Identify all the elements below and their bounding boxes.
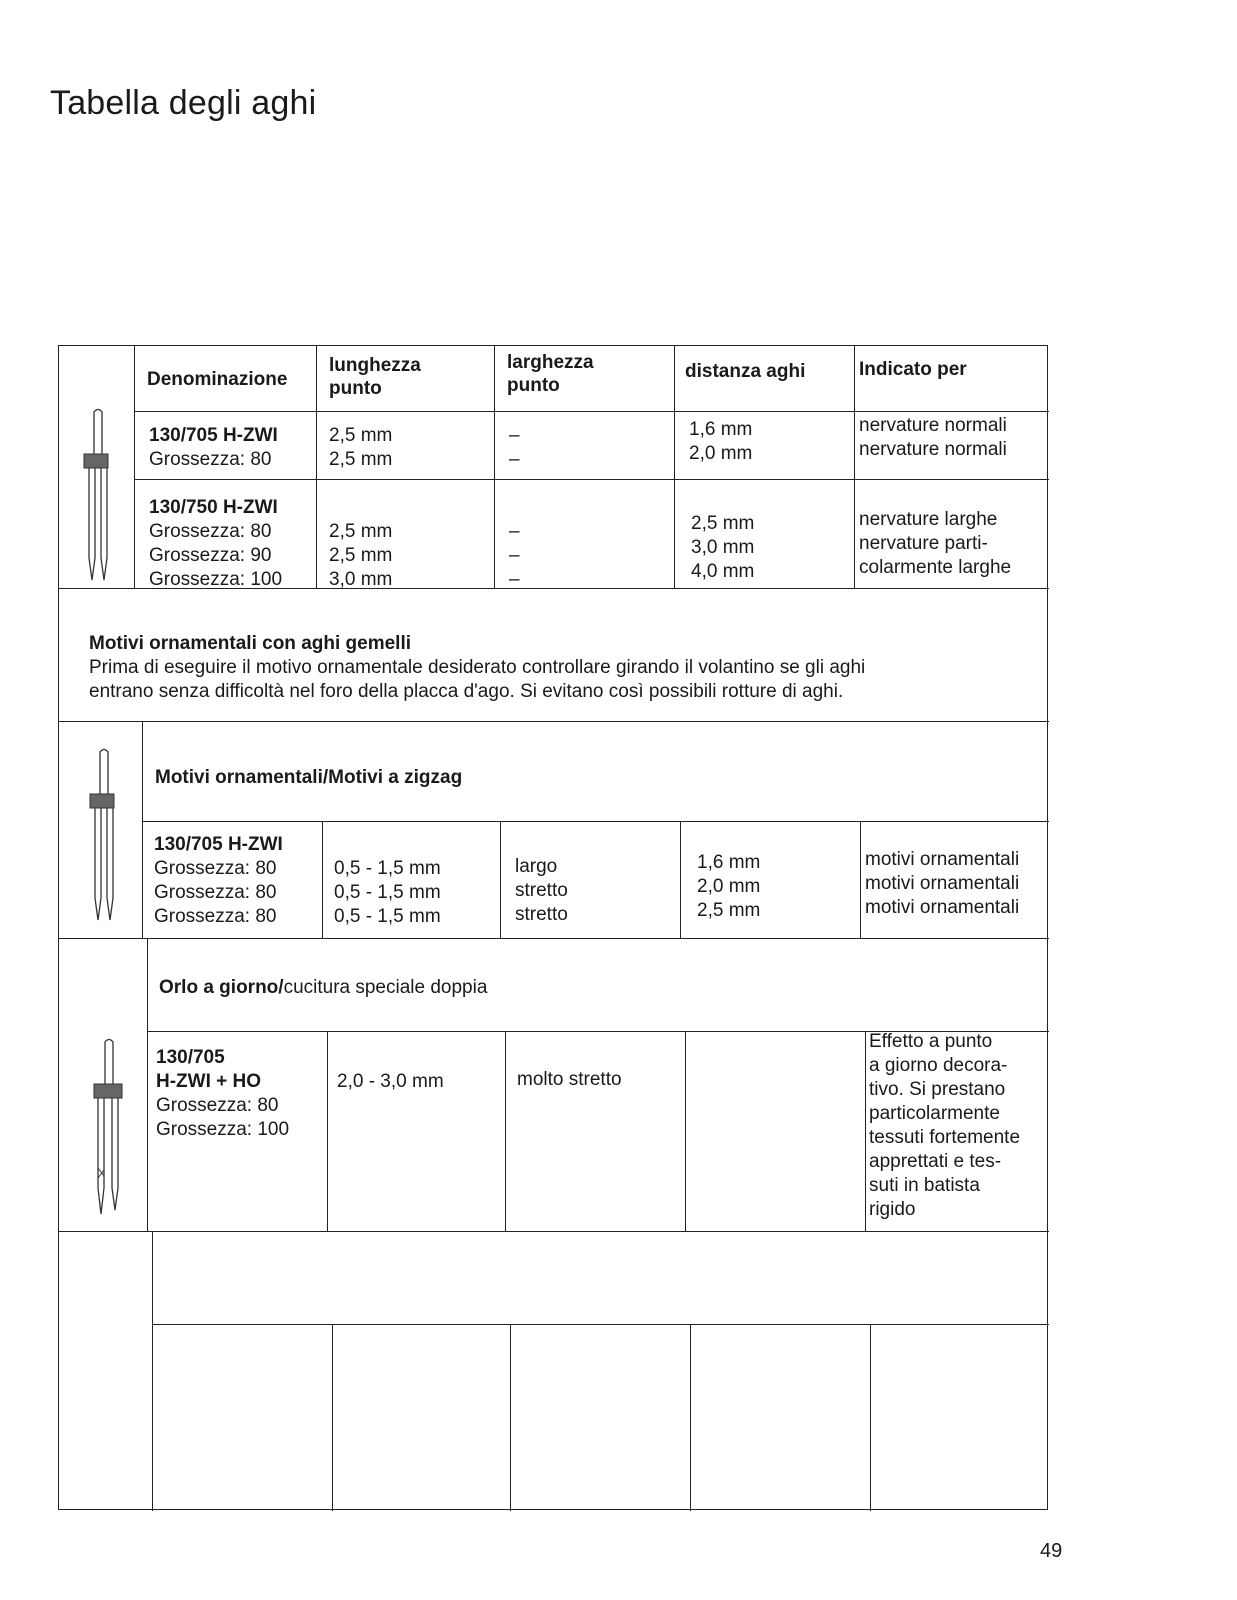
header-indicato: Indicato per — [859, 359, 967, 380]
g2-heading: Motivi ornamentali/Motivi a zigzag — [155, 767, 463, 788]
g1-row1-indicato: nervature normali nervature normali — [859, 415, 1007, 460]
twin-needle-note: Motivi ornamentali con aghi gemelli Prima di eseguire il motivo ornamentale desiderato controllare girando il volantino se gli aghi entrano senza difficoltà nel foro della placca d'ago. Si evitano così possibili rotture di aghi. — [89, 633, 866, 702]
needle-table — [58, 345, 1048, 1510]
header-denominazione: Denominazione — [147, 369, 288, 390]
g1-row2-distanza: 2,5 mm 3,0 mm 4,0 mm — [691, 513, 755, 582]
g1-row1-denominazione: 130/705 H-ZWI Grossezza: 80 — [149, 425, 278, 470]
twin-needle-icon — [81, 408, 115, 588]
page-number: 49 — [1040, 1540, 1063, 1562]
g3-denominazione: 130/705 H-ZWI + HO Grossezza: 80 Grossezza: 100 — [156, 1047, 290, 1140]
g2-lunghezza: 0,5 - 1,5 mm 0,5 - 1,5 mm 0,5 - 1,5 mm — [334, 858, 441, 927]
g2-denominazione: 130/705 H-ZWI Grossezza: 80 Grossezza: 80 Grossezza: 80 — [154, 834, 283, 927]
header-lunghezza: lunghezza punto — [329, 355, 421, 399]
g2-distanza: 1,6 mm 2,0 mm 2,5 mm — [697, 852, 761, 921]
g3-indicato: Effetto a punto a giorno decora- tivo. Si prestano particolarmente tessuti fortemente apprettati e tes- suti in batista rigido — [869, 1031, 1021, 1220]
g3-larghezza: molto stretto — [517, 1069, 622, 1090]
g1-row1-lunghezza: 2,5 mm 2,5 mm — [329, 425, 393, 470]
g1-row2-indicato: nervature larghe nervature parti- colarmente larghe — [859, 509, 1012, 578]
g2-larghezza: largo stretto stretto — [515, 856, 568, 925]
header-distanza: distanza aghi — [685, 361, 806, 382]
g2-indicato: motivi ornamentali motivi ornamentali motivi ornamentali — [865, 849, 1020, 918]
g3-heading: Orlo a giorno/cucitura speciale doppia — [159, 977, 488, 998]
g1-row1-distanza: 1,6 mm 2,0 mm — [689, 419, 753, 464]
g1-row2-larghezza: – – – — [509, 521, 520, 590]
g1-row1-larghezza: – – — [509, 425, 520, 470]
page-title: Tabella degli aghi — [50, 84, 317, 122]
g3-lunghezza: 2,0 - 3,0 mm — [337, 1071, 444, 1092]
twin-needle-hemstitch-icon — [91, 1038, 127, 1222]
g1-row2-lunghezza: 2,5 mm 2,5 mm 3,0 mm — [329, 521, 393, 590]
header-larghezza: larghezza punto — [507, 352, 594, 396]
g1-row2-denominazione: 130/750 H-ZWI Grossezza: 80 Grossezza: 90 Grossezza: 100 — [149, 497, 283, 590]
twin-needle-icon — [87, 748, 121, 928]
